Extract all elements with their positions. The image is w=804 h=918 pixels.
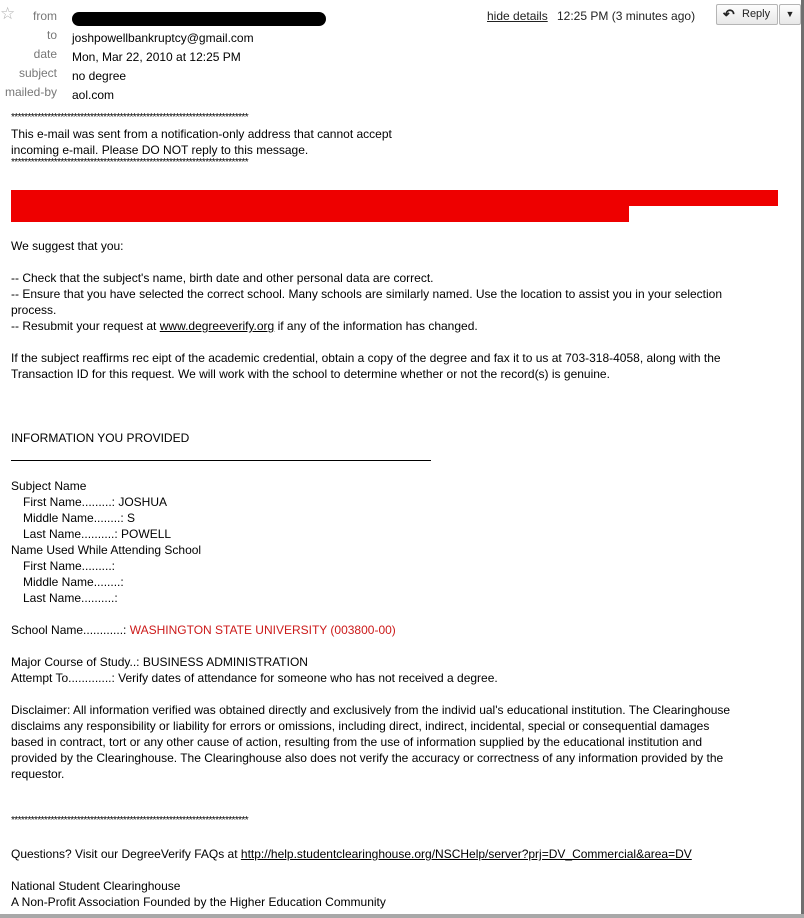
divider [11, 460, 431, 461]
separator-stars: ************************************************************************ [11, 816, 248, 826]
separator-stars: ************************************************************************ [11, 158, 248, 168]
disclaimer-line: Disclaimer: All information verified was obtained directly and exclusively from the individ ual's educational institution. The Clearinghouse [11, 703, 731, 717]
middle-name-field: Middle Name........: [23, 575, 124, 589]
first-name-field: First Name.........: JOSHUA [23, 495, 168, 509]
more-actions-button[interactable] [779, 4, 801, 25]
reply-arrow-icon: ↶ [723, 6, 735, 22]
school-name-label: School Name............: [11, 623, 130, 637]
hide-details-link[interactable]: hide details [487, 9, 548, 23]
questions-line [11, 846, 692, 862]
notice-line: This e-mail was sent from a notification-only address that cannot accept [11, 127, 392, 141]
degreeverify-link[interactable]: www.degreeverify.org [159, 319, 275, 333]
window-bottom-border [0, 914, 804, 918]
suggest-heading: We suggest that you: [11, 239, 124, 253]
org-name: National Student Clearinghouse [11, 879, 181, 893]
faq-link[interactable]: http://help.studentclearinghouse.org/NSCHelp/server?prj=DV_Commercial&area=DV [240, 847, 692, 861]
suggestion-text: if any of the information has changed. [274, 319, 478, 333]
suggestion-text: -- Resubmit your request at [11, 319, 160, 333]
reaffirm-paragraph: If the subject reaffirms rec eipt of the academic credential, obtain a copy of the degree and fax it to us at 703-318-4058, along with the [11, 351, 721, 365]
suggestion-item: -- Ensure that you have selected the correct school. Many schools are similarly named. Use the location to assist you in your selection [11, 287, 723, 301]
separator-stars: ************************************************************************ [11, 113, 248, 123]
notice-line: incoming e-mail. Please DO NOT reply to this message. [11, 143, 309, 157]
date-label: date [33, 47, 57, 61]
mailed-by-label: mailed-by [4, 85, 57, 99]
info-heading: INFORMATION YOU PROVIDED [11, 431, 190, 445]
suggestion-item: process. [11, 303, 57, 317]
to-label: to [46, 28, 57, 42]
last-name-field: Last Name..........: POWELL [23, 527, 172, 541]
last-name-field: Last Name..........: [23, 591, 118, 605]
name-used-heading: Name Used While Attending School [11, 543, 202, 557]
school-name-field [11, 622, 396, 638]
org-tagline: A Non-Profit Association Founded by the Higher Education Community [11, 895, 386, 909]
suggestion-item [11, 318, 478, 334]
star-icon[interactable]: ☆ [0, 4, 16, 23]
attempt-field: Attempt To.............: Verify dates of attendance for someone who has not received a degree. [11, 671, 498, 685]
disclaimer-line: provided by the Clearinghouse. The Clearinghouse also does not verify the accuracy or correctness of any information provided by the [11, 751, 724, 765]
reply-label: Reply [742, 8, 771, 20]
message-header [0, 0, 801, 104]
subject-name-heading: Subject Name [11, 479, 87, 493]
suggestion-item: -- Check that the subject's name, birth date and other personal data are correct. [11, 271, 434, 285]
subject-label: subject [18, 66, 57, 80]
disclaimer-line: based in contract, tort or any other cause of action, resulting from the use of information supplied by the educational institution and [11, 735, 703, 749]
disclaimer-line: requestor. [11, 767, 65, 781]
highlighted-text: school was unable to locate either a degree or enrollment record for the subject of your verification request. [11, 206, 629, 222]
date-value: Mon, Mar 22, 2010 at 12:25 PM [72, 50, 241, 64]
highlighted-text: Because the information you provided did not match any records in our database, we asked the school to research your request. The [11, 190, 778, 206]
message-time: 12:25 PM (3 minutes ago) [557, 9, 696, 23]
mailed-by-value: aol.com [72, 88, 115, 102]
reply-button[interactable] [716, 4, 778, 25]
middle-name-field: Middle Name........: S [23, 511, 136, 525]
reaffirm-paragraph: Transaction ID for this request. We will work with the school to determine whether or not the record(s) is genuine. [11, 367, 610, 381]
subject-value: no degree [72, 69, 127, 83]
questions-text: Questions? Visit our DegreeVerify FAQs at [11, 847, 241, 861]
major-field: Major Course of Study..: BUSINESS ADMINISTRATION [11, 655, 308, 669]
from-label: from [33, 9, 57, 23]
redacted-sender [72, 12, 326, 26]
disclaimer-line: disclaims any responsibility or liability for errors or omissions, including direct, indirect, incidental, special or consequential damages [11, 719, 710, 733]
to-address: joshpowellbankruptcy@gmail.com [72, 31, 254, 45]
dropdown-arrow-icon: ▼ [785, 9, 795, 19]
first-name-field: First Name.........: [23, 559, 116, 573]
school-name-value: WASHINGTON STATE UNIVERSITY (003800-00) [129, 623, 396, 637]
